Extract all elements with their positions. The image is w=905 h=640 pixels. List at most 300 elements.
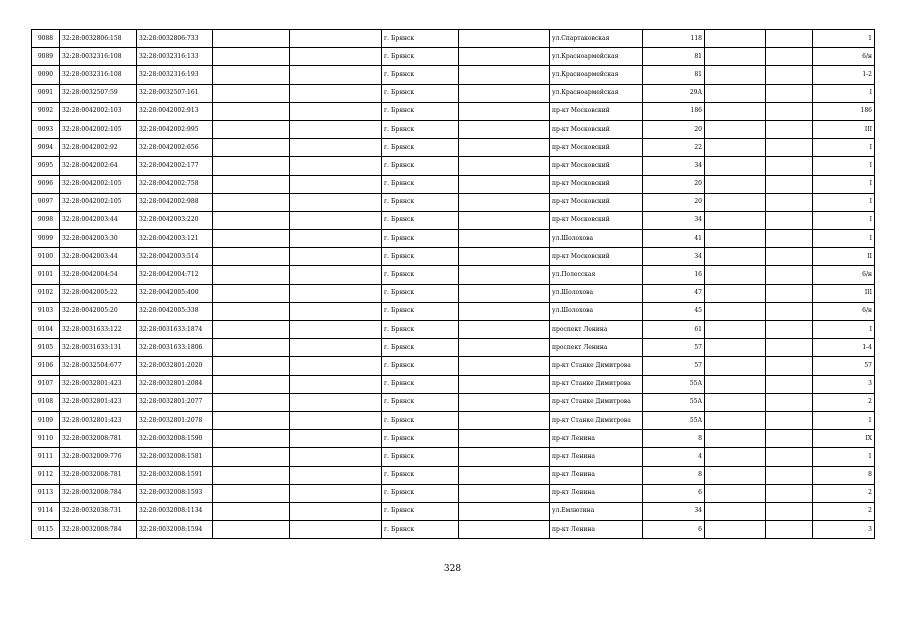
cell-premises: I — [813, 139, 875, 157]
cell-empty — [766, 302, 813, 320]
cell-empty — [213, 30, 290, 48]
cell-empty — [290, 502, 382, 520]
cell-city: г. Брянск — [382, 502, 459, 520]
table-row — [32, 120, 875, 138]
table-row — [32, 230, 875, 248]
cell-empty — [459, 193, 550, 211]
cell-premises: 1 — [813, 448, 875, 466]
table-row — [32, 157, 875, 175]
cell-house-number: 20 — [643, 120, 705, 138]
cell-street: пр-кт Ленина — [550, 466, 643, 484]
cell-house-number: 34 — [643, 248, 705, 266]
cell-empty — [705, 302, 766, 320]
cell-empty — [290, 48, 382, 66]
cell-street: ул.Емлютина — [550, 502, 643, 520]
cell-empty — [290, 321, 382, 339]
cell-empty — [213, 84, 290, 102]
cell-premises: 1 — [813, 411, 875, 429]
cell-record-number: 9094 — [32, 139, 60, 157]
cell-cadastral-object: 32:28:0032008:1590 — [137, 430, 213, 448]
cell-empty — [766, 248, 813, 266]
cell-record-number: 9108 — [32, 393, 60, 411]
cell-record-number: 9107 — [32, 375, 60, 393]
cell-cadastral-parcel: 32:28:0042005:20 — [60, 302, 137, 320]
cell-city: г. Брянск — [382, 339, 459, 357]
cell-empty — [766, 139, 813, 157]
cell-empty — [213, 48, 290, 66]
cell-empty — [705, 120, 766, 138]
cell-record-number: 9102 — [32, 284, 60, 302]
cell-empty — [705, 175, 766, 193]
cell-empty — [290, 30, 382, 48]
page-number: 328 — [443, 564, 462, 574]
cell-empty — [290, 339, 382, 357]
cell-empty — [705, 393, 766, 411]
cell-premises: 1-2 — [813, 66, 875, 84]
cell-street: пр-кт Московский — [550, 157, 643, 175]
cell-empty — [766, 66, 813, 84]
cell-cadastral-object: 32:28:0042003:514 — [137, 248, 213, 266]
cell-empty — [705, 466, 766, 484]
table-row — [32, 302, 875, 320]
cell-premises: 2 — [813, 484, 875, 502]
cell-empty — [766, 284, 813, 302]
cell-empty — [705, 484, 766, 502]
cell-empty — [290, 375, 382, 393]
cell-city: г. Брянск — [382, 357, 459, 375]
cell-city: г. Брянск — [382, 521, 459, 539]
cell-city: г. Брянск — [382, 466, 459, 484]
cell-empty — [766, 411, 813, 429]
cell-empty — [459, 120, 550, 138]
cell-house-number: 186 — [643, 102, 705, 120]
table-row — [32, 466, 875, 484]
cell-empty — [705, 357, 766, 375]
cell-record-number: 9114 — [32, 502, 60, 520]
cell-empty — [213, 357, 290, 375]
cell-record-number: 9113 — [32, 484, 60, 502]
cell-house-number: 4 — [643, 448, 705, 466]
cell-street: ул.Шолохова — [550, 284, 643, 302]
cell-empty — [459, 357, 550, 375]
cell-street: пр-кт Московский — [550, 120, 643, 138]
cell-cadastral-object: 32:28:0032801:2077 — [137, 393, 213, 411]
cell-record-number: 9095 — [32, 157, 60, 175]
cell-empty — [766, 521, 813, 539]
cell-street: ул.Красноармейская — [550, 48, 643, 66]
cell-empty — [705, 139, 766, 157]
cell-empty — [766, 48, 813, 66]
cell-cadastral-parcel: 32:28:0032008:781 — [60, 430, 137, 448]
cell-empty — [290, 521, 382, 539]
cell-empty — [705, 339, 766, 357]
cell-street: ул.Красноармейская — [550, 84, 643, 102]
cell-empty — [290, 66, 382, 84]
cell-premises: 186 — [813, 102, 875, 120]
cell-empty — [459, 339, 550, 357]
cell-record-number: 9104 — [32, 321, 60, 339]
cell-empty — [705, 448, 766, 466]
cell-house-number: 55А — [643, 375, 705, 393]
table-row — [32, 411, 875, 429]
cell-empty — [213, 521, 290, 539]
cell-street: пр-кт Ленина — [550, 448, 643, 466]
cell-house-number: 47 — [643, 284, 705, 302]
cell-cadastral-parcel: 32:28:0042002:105 — [60, 120, 137, 138]
cell-record-number: 9089 — [32, 48, 60, 66]
cell-empty — [459, 375, 550, 393]
cell-empty — [766, 466, 813, 484]
cell-empty — [290, 193, 382, 211]
cell-cadastral-parcel: 32:28:0031633:122 — [60, 321, 137, 339]
cell-empty — [459, 211, 550, 229]
cell-cadastral-object: 32:28:0032806:733 — [137, 30, 213, 48]
cell-premises: 57 — [813, 357, 875, 375]
cell-cadastral-parcel: 32:28:0031633:131 — [60, 339, 137, 357]
cell-house-number: 45 — [643, 302, 705, 320]
cell-house-number: 57 — [643, 357, 705, 375]
cell-street: пр-кт Ленина — [550, 484, 643, 502]
cell-empty — [290, 211, 382, 229]
cell-empty — [459, 248, 550, 266]
cell-premises: 6/н — [813, 302, 875, 320]
cell-empty — [213, 139, 290, 157]
cell-empty — [459, 139, 550, 157]
cell-empty — [459, 102, 550, 120]
table-row — [32, 66, 875, 84]
cell-empty — [705, 66, 766, 84]
cell-street: ул.Спартаковская — [550, 30, 643, 48]
table-row — [32, 266, 875, 284]
cell-empty — [766, 375, 813, 393]
cell-empty — [766, 266, 813, 284]
cell-empty — [459, 411, 550, 429]
cell-cadastral-parcel: 32:28:0032507:59 — [60, 84, 137, 102]
cell-cadastral-object: 32:28:0032008:1591 — [137, 466, 213, 484]
cell-empty — [290, 302, 382, 320]
cell-empty — [290, 157, 382, 175]
cell-empty — [705, 30, 766, 48]
cell-empty — [705, 211, 766, 229]
cell-empty — [290, 84, 382, 102]
table-row — [32, 357, 875, 375]
cell-cadastral-object: 32:28:0032316:193 — [137, 66, 213, 84]
cell-empty — [459, 466, 550, 484]
cell-record-number: 9109 — [32, 411, 60, 429]
cell-cadastral-object: 32:28:0042003:121 — [137, 230, 213, 248]
cell-record-number: 9112 — [32, 466, 60, 484]
cell-empty — [459, 302, 550, 320]
cell-empty — [459, 48, 550, 66]
registry-table-body — [32, 30, 875, 539]
cell-empty — [705, 321, 766, 339]
cell-empty — [459, 284, 550, 302]
table-row — [32, 448, 875, 466]
cell-street: пр-кт Московский — [550, 248, 643, 266]
cell-empty — [459, 30, 550, 48]
cell-cadastral-object: 32:28:0032008:1593 — [137, 484, 213, 502]
cell-record-number: 9100 — [32, 248, 60, 266]
cell-city: г. Брянск — [382, 66, 459, 84]
cell-empty — [459, 266, 550, 284]
cell-premises: 8 — [813, 466, 875, 484]
cell-house-number: 118 — [643, 30, 705, 48]
cell-street: ул.Полесская — [550, 266, 643, 284]
cell-cadastral-object: 32:28:0042002:988 — [137, 193, 213, 211]
cell-empty — [290, 411, 382, 429]
cell-empty — [459, 430, 550, 448]
cell-empty — [290, 466, 382, 484]
cell-record-number: 9088 — [32, 30, 60, 48]
cell-premises: 6/н — [813, 266, 875, 284]
cell-empty — [213, 284, 290, 302]
cell-empty — [459, 321, 550, 339]
cell-empty — [705, 230, 766, 248]
cell-record-number: 9096 — [32, 175, 60, 193]
cell-empty — [705, 430, 766, 448]
cell-cadastral-object: 32:28:0042004:712 — [137, 266, 213, 284]
cell-empty — [705, 48, 766, 66]
cell-empty — [213, 502, 290, 520]
cell-empty — [459, 484, 550, 502]
cell-empty — [290, 102, 382, 120]
cell-city: г. Брянск — [382, 302, 459, 320]
cell-empty — [705, 375, 766, 393]
table-row — [32, 484, 875, 502]
cell-record-number: 9105 — [32, 339, 60, 357]
cell-record-number: 9110 — [32, 430, 60, 448]
cell-premises: 2 — [813, 393, 875, 411]
cell-street: ул.Шолохова — [550, 302, 643, 320]
cell-house-number: 34 — [643, 211, 705, 229]
cell-city: г. Брянск — [382, 393, 459, 411]
cell-empty — [290, 139, 382, 157]
cell-street: пр-кт Московский — [550, 139, 643, 157]
cell-empty — [213, 466, 290, 484]
cell-empty — [213, 193, 290, 211]
cell-empty — [459, 66, 550, 84]
cell-cadastral-parcel: 32:28:0032038:731 — [60, 502, 137, 520]
cell-house-number: 34 — [643, 502, 705, 520]
table-row — [32, 284, 875, 302]
table-row — [32, 521, 875, 539]
cell-cadastral-parcel: 32:28:0042003:44 — [60, 248, 137, 266]
cell-street: пр-кт Станке Димитрова — [550, 375, 643, 393]
registry-table — [31, 29, 875, 539]
cell-empty — [213, 211, 290, 229]
cell-premises: I — [813, 157, 875, 175]
cell-city: г. Брянск — [382, 102, 459, 120]
cell-cadastral-object: 32:28:0032316:133 — [137, 48, 213, 66]
cell-house-number: 81 — [643, 66, 705, 84]
cell-street: пр-кт Ленина — [550, 430, 643, 448]
cell-house-number: 41 — [643, 230, 705, 248]
cell-premises: 2 — [813, 502, 875, 520]
cell-house-number: 22 — [643, 139, 705, 157]
cell-empty — [213, 230, 290, 248]
cell-street: пр-кт Московский — [550, 211, 643, 229]
cell-cadastral-parcel: 32:28:0032009:776 — [60, 448, 137, 466]
cell-empty — [213, 393, 290, 411]
cell-house-number: 34 — [643, 157, 705, 175]
cell-premises: 1 — [813, 30, 875, 48]
cell-empty — [290, 266, 382, 284]
cell-empty — [213, 175, 290, 193]
cell-record-number: 9099 — [32, 230, 60, 248]
cell-cadastral-object: 32:28:0032801:2078 — [137, 411, 213, 429]
cell-cadastral-object: 32:28:0032801:2084 — [137, 375, 213, 393]
cell-empty — [705, 248, 766, 266]
cell-empty — [459, 448, 550, 466]
cell-empty — [459, 84, 550, 102]
cell-cadastral-object: 32:28:0031633:1806 — [137, 339, 213, 357]
cell-premises: 3 — [813, 375, 875, 393]
cell-city: г. Брянск — [382, 84, 459, 102]
table-row — [32, 30, 875, 48]
cell-city: г. Брянск — [382, 139, 459, 157]
cell-empty — [766, 393, 813, 411]
cell-empty — [213, 157, 290, 175]
cell-street: пр-кт Ленина — [550, 521, 643, 539]
cell-cadastral-parcel: 32:28:0032806:158 — [60, 30, 137, 48]
cell-street: пр-кт Московский — [550, 175, 643, 193]
table-row — [32, 211, 875, 229]
cell-cadastral-object: 32:28:0042002:995 — [137, 120, 213, 138]
cell-cadastral-object: 32:28:0032008:1594 — [137, 521, 213, 539]
cell-empty — [213, 66, 290, 84]
cell-city: г. Брянск — [382, 411, 459, 429]
cell-empty — [213, 339, 290, 357]
cell-empty — [290, 230, 382, 248]
cell-cadastral-parcel: 32:28:0032008:781 — [60, 466, 137, 484]
cell-premises: III — [813, 120, 875, 138]
cell-cadastral-parcel: 32:28:0042004:54 — [60, 266, 137, 284]
cell-empty — [290, 175, 382, 193]
cell-cadastral-object: 32:28:0032008:1134 — [137, 502, 213, 520]
cell-empty — [766, 339, 813, 357]
table-row — [32, 48, 875, 66]
cell-cadastral-parcel: 32:28:0042003:44 — [60, 211, 137, 229]
cell-empty — [766, 448, 813, 466]
cell-empty — [459, 502, 550, 520]
table-row — [32, 102, 875, 120]
cell-cadastral-parcel: 32:28:0032801:423 — [60, 411, 137, 429]
cell-empty — [290, 120, 382, 138]
cell-street: пр-кт Московский — [550, 102, 643, 120]
cell-empty — [290, 430, 382, 448]
cell-cadastral-object: 32:28:0042005:400 — [137, 284, 213, 302]
cell-record-number: 9103 — [32, 302, 60, 320]
cell-empty — [290, 284, 382, 302]
cell-cadastral-object: 32:28:0032008:1581 — [137, 448, 213, 466]
cell-house-number: 55А — [643, 411, 705, 429]
cell-record-number: 9097 — [32, 193, 60, 211]
cell-house-number: 81 — [643, 48, 705, 66]
cell-empty — [766, 502, 813, 520]
cell-house-number: 20 — [643, 175, 705, 193]
cell-street: ул.Красноармейская — [550, 66, 643, 84]
cell-empty — [705, 411, 766, 429]
cell-cadastral-object: 32:28:0032801:2020 — [137, 357, 213, 375]
cell-cadastral-parcel: 32:28:0032008:784 — [60, 484, 137, 502]
cell-record-number: 9106 — [32, 357, 60, 375]
cell-cadastral-parcel: 32:28:0042002:105 — [60, 193, 137, 211]
cell-empty — [705, 157, 766, 175]
cell-record-number: 9090 — [32, 66, 60, 84]
cell-cadastral-parcel: 32:28:0042003:30 — [60, 230, 137, 248]
cell-street: ул.Шолохова — [550, 230, 643, 248]
cell-cadastral-object: 32:28:0031633:1874 — [137, 321, 213, 339]
cell-house-number: 16 — [643, 266, 705, 284]
cell-street: пр-кт Станке Димитрова — [550, 411, 643, 429]
cell-empty — [766, 102, 813, 120]
table-row — [32, 84, 875, 102]
cell-empty — [766, 84, 813, 102]
table-row — [32, 193, 875, 211]
cell-empty — [766, 30, 813, 48]
cell-city: г. Брянск — [382, 448, 459, 466]
table-row — [32, 502, 875, 520]
cell-premises: 1-4 — [813, 339, 875, 357]
cell-house-number: 57 — [643, 339, 705, 357]
cell-record-number: 9093 — [32, 120, 60, 138]
cell-cadastral-object: 32:28:0042002:913 — [137, 102, 213, 120]
cell-premises: 6/н — [813, 48, 875, 66]
cell-empty — [766, 175, 813, 193]
cell-city: г. Брянск — [382, 284, 459, 302]
cell-premises: I — [813, 230, 875, 248]
table-row — [32, 248, 875, 266]
cell-empty — [213, 321, 290, 339]
cell-empty — [766, 484, 813, 502]
cell-street: пр-кт Московский — [550, 193, 643, 211]
cell-premises: I — [813, 211, 875, 229]
cell-premises: IX — [813, 430, 875, 448]
cell-house-number: 20 — [643, 193, 705, 211]
cell-city: г. Брянск — [382, 157, 459, 175]
cell-empty — [290, 448, 382, 466]
cell-empty — [459, 175, 550, 193]
cell-empty — [459, 521, 550, 539]
cell-premises: 3 — [813, 521, 875, 539]
cell-empty — [290, 357, 382, 375]
cell-premises: I — [813, 175, 875, 193]
table-row — [32, 375, 875, 393]
cell-cadastral-parcel: 32:28:0032008:784 — [60, 521, 137, 539]
cell-empty — [213, 266, 290, 284]
cell-empty — [766, 321, 813, 339]
cell-cadastral-parcel: 32:28:0042005:22 — [60, 284, 137, 302]
cell-record-number: 9101 — [32, 266, 60, 284]
cell-city: г. Брянск — [382, 375, 459, 393]
cell-empty — [213, 448, 290, 466]
cell-street: проспект Ленина — [550, 339, 643, 357]
cell-empty — [213, 411, 290, 429]
cell-cadastral-object: 32:28:0042005:338 — [137, 302, 213, 320]
cell-city: г. Брянск — [382, 193, 459, 211]
cell-record-number: 9091 — [32, 84, 60, 102]
cell-empty — [213, 248, 290, 266]
cell-empty — [459, 157, 550, 175]
cell-empty — [213, 120, 290, 138]
cell-premises: I — [813, 321, 875, 339]
cell-cadastral-object: 32:28:0042002:758 — [137, 175, 213, 193]
cell-cadastral-parcel: 32:28:0032504:677 — [60, 357, 137, 375]
cell-cadastral-parcel: 32:28:0032316:108 — [60, 66, 137, 84]
cell-house-number: 61 — [643, 321, 705, 339]
cell-empty — [766, 193, 813, 211]
cell-empty — [766, 430, 813, 448]
